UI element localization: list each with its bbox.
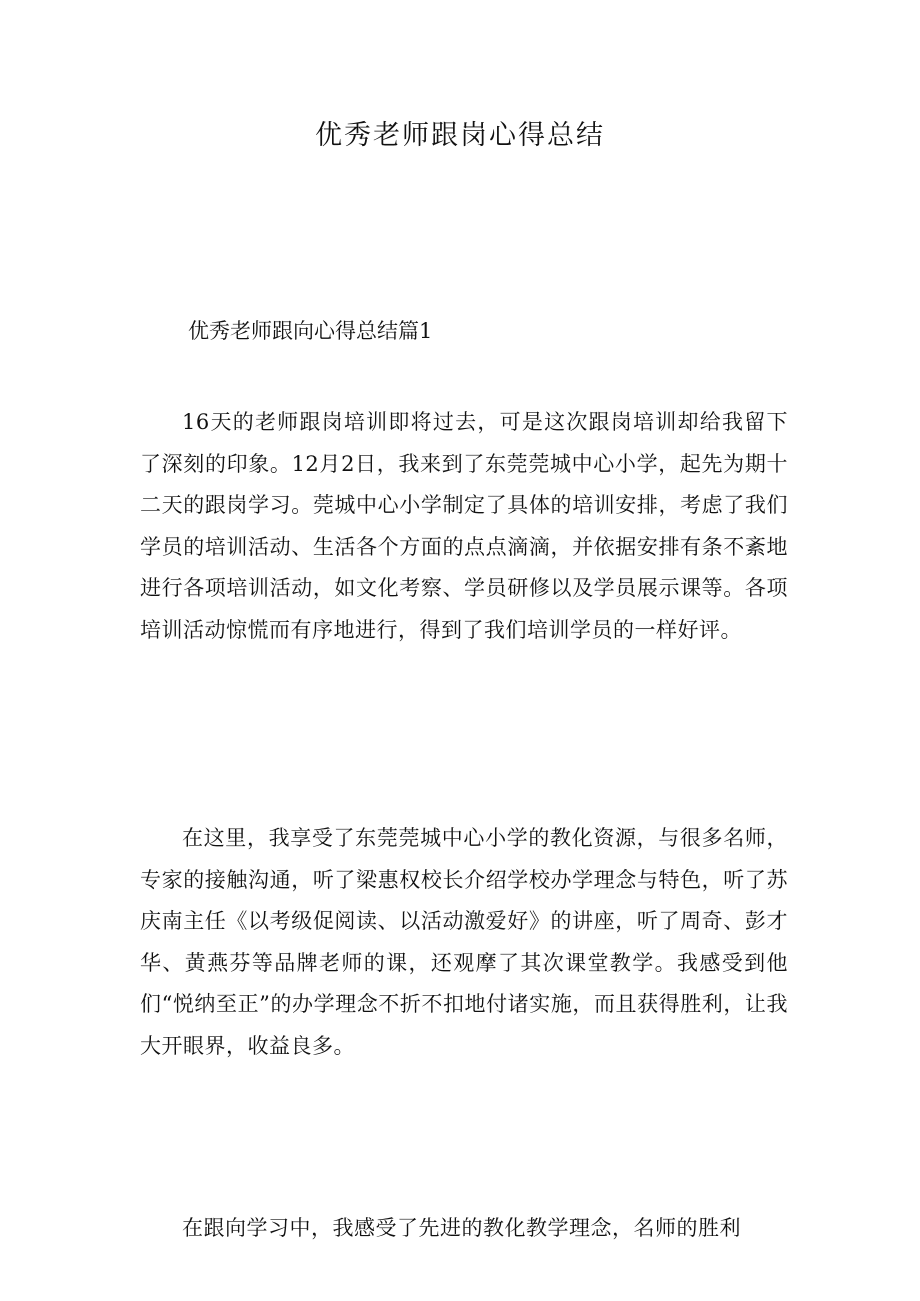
paragraph-3: 在跟向学习中，我感受了先进的教化教学理念，名师的胜利 — [182, 1216, 741, 1240]
section-heading: 优秀老师跟向心得总结篇1 — [188, 319, 433, 343]
paragraph-1: 16天的老师跟岗培训即将过去，可是这次跟岗培训却给我留下了深刻的印象。12月2日，我来到了东莞莞城中心小学，起先为期十二天的跟岗学习。莞城中心小学制定了具体的培训安排，考虑了我们学员的培训活动、生活各个方面的点点滴滴，并依据安排有条不紊地进行各项培训活动，如文化考察、学员研修以及学员展示课等。各项培训活动惊慌而有序地进行，得到了我们培训学员的一样好评。 — [140, 410, 788, 642]
paragraph-2: 在这里，我享受了东莞莞城中心小学的教化资源，与很多名师，专家的接触沟通，听了梁惠权校长介绍学校办学理念与特色，听了苏庆南主任《以考级促阅读、以活动激爱好》的讲座，听了周奇、彭才华、黄燕芬等品牌老师的课，还观摩了其次课堂教学。我感受到他们“悦纳至正”的办学理念不折不扣地付诸实施，而且获得胜利，让我大开眼界，收益良多。 — [140, 826, 788, 1058]
document-title: 优秀老师跟岗心得总结 — [315, 120, 605, 151]
